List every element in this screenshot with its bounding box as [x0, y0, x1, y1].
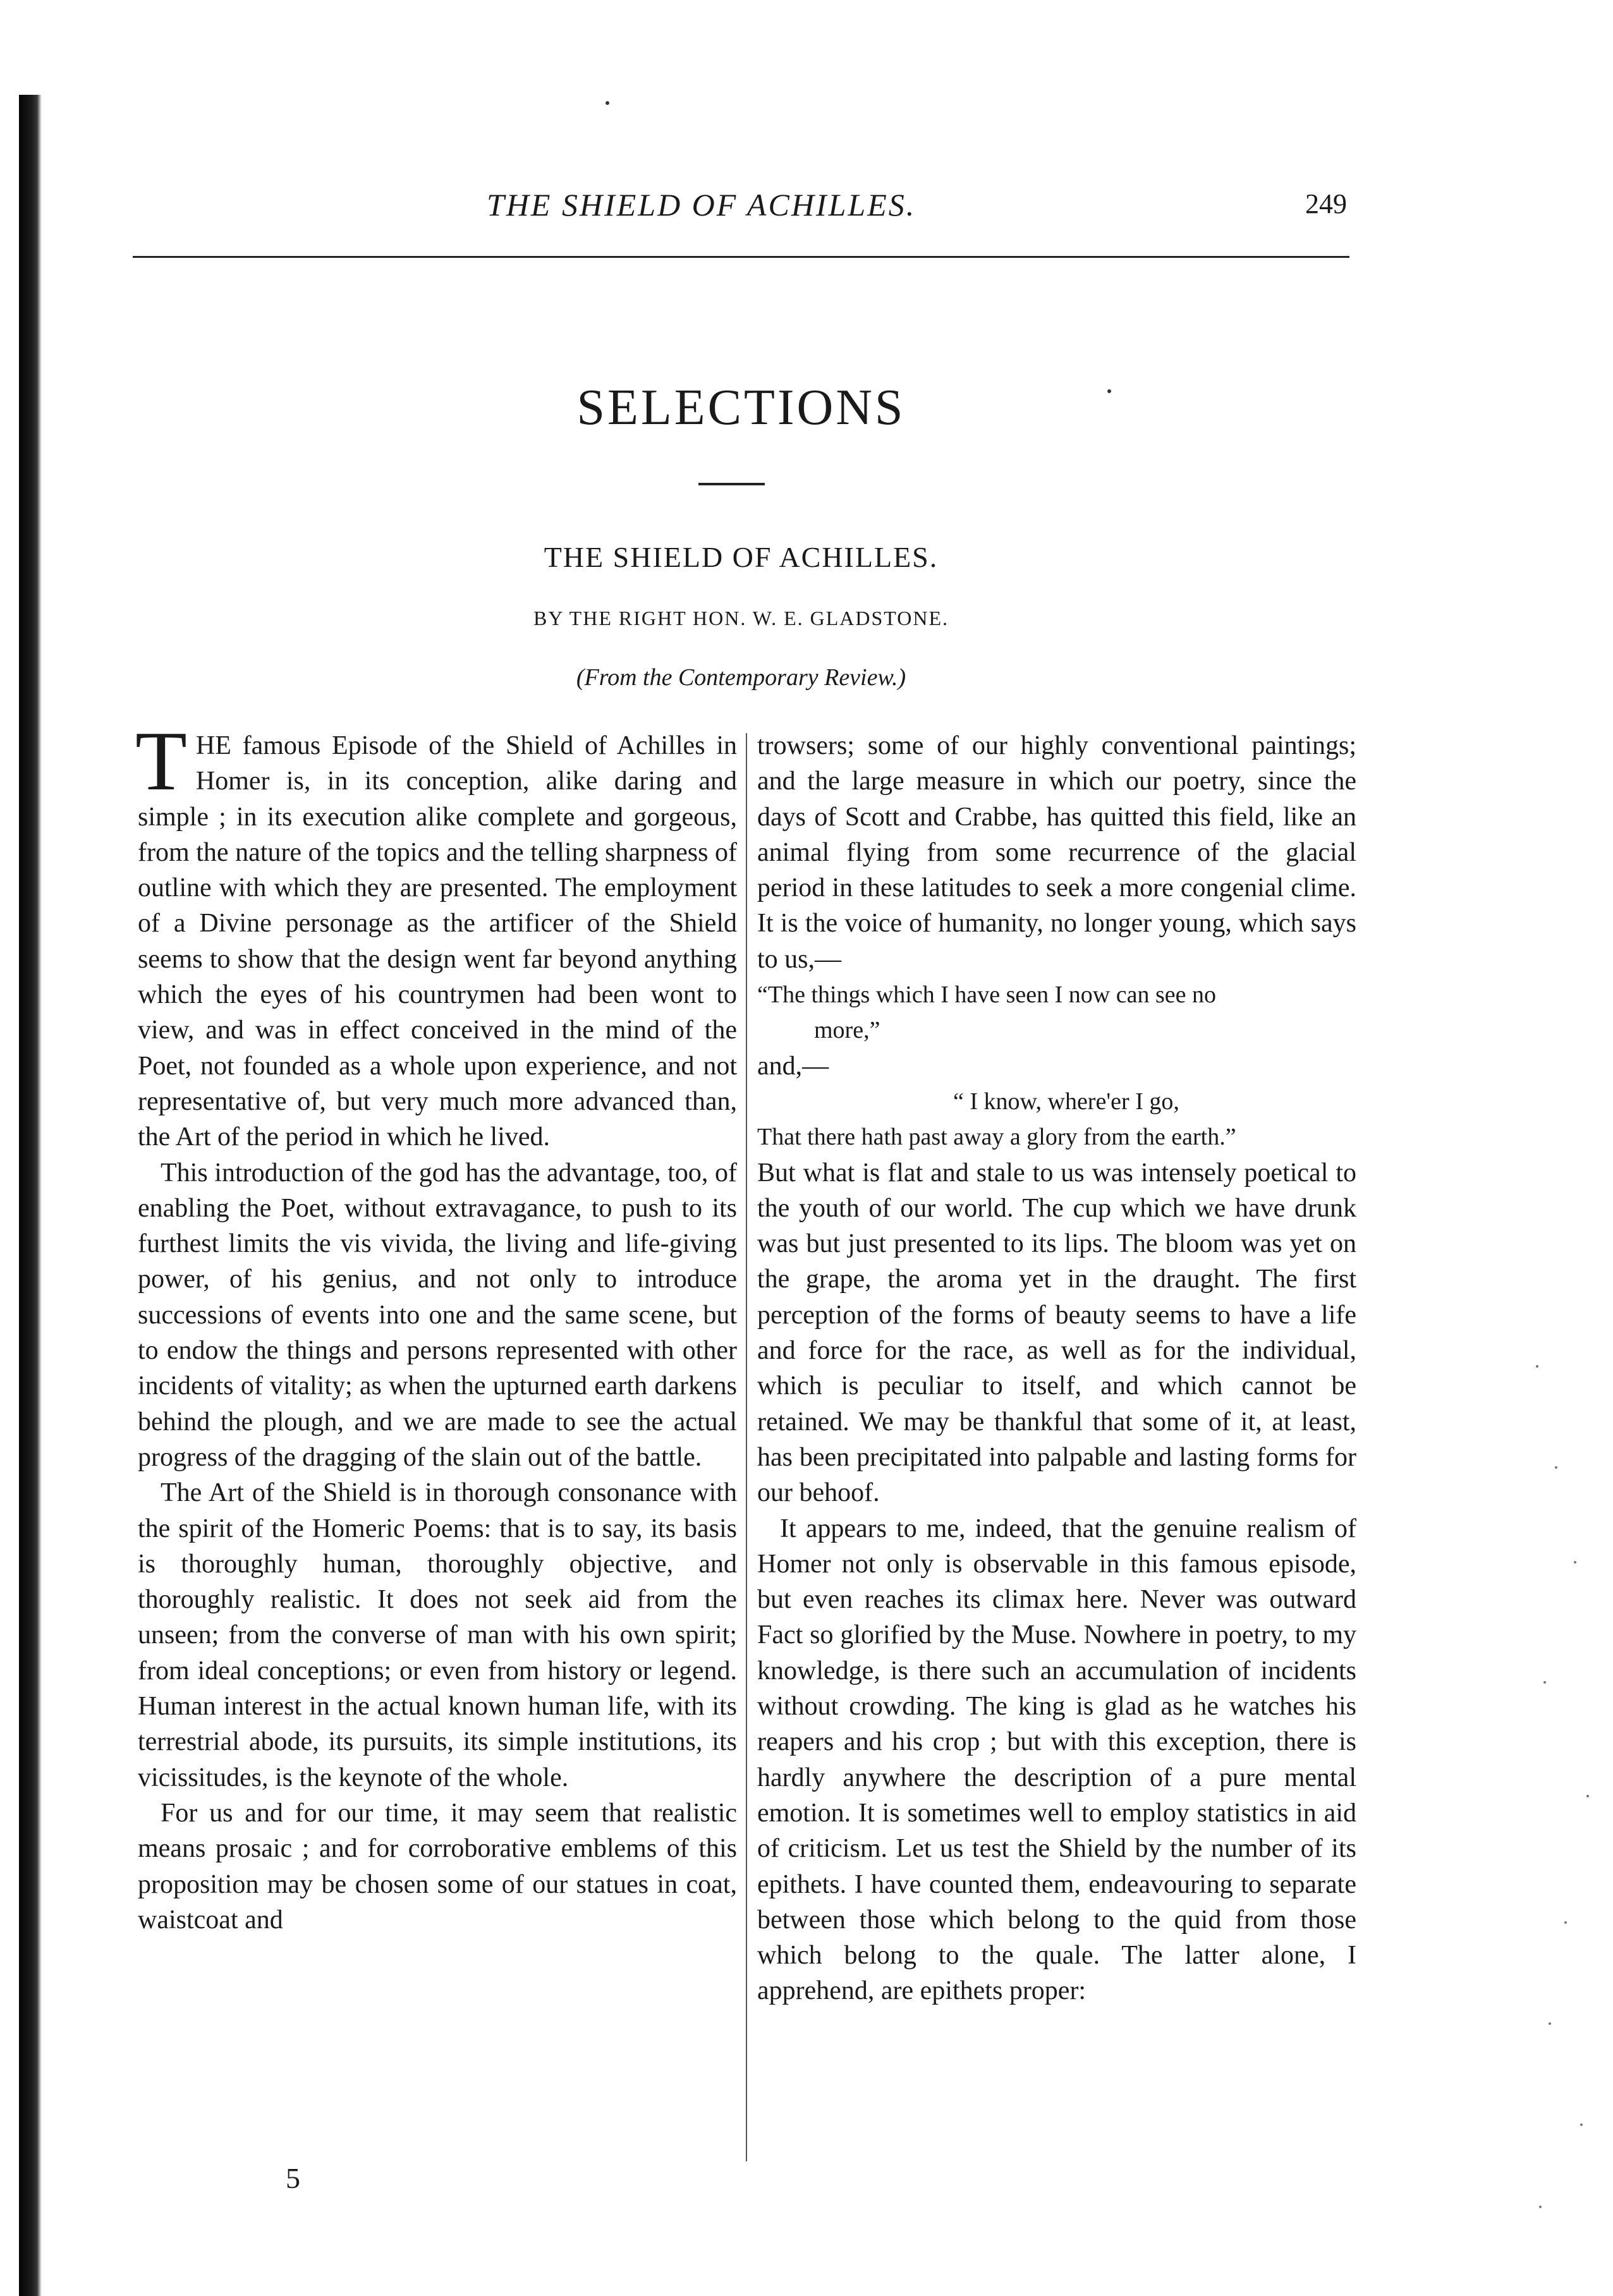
- paragraph: [135, 714, 737, 1155]
- connector-text: and,—: [757, 1051, 829, 1081]
- running-head-title: THE SHIELD OF ACHILLES.: [487, 187, 916, 222]
- paragraph: But what is flat and stale to us was intensely poetical to the youth of our world. The cup which we have drunk was but just presented to its lips. The bloom was yet on the grape, the aroma yet in the draught. The first perception of the forms of beauty seems to have a life and force for the race, as well as for the individual, which is peculiar to itself, and which cannot be retained. We may be thankful that some of it, at least, has been precipitated into palpable and lasting forms for our behoof.: [757, 1158, 1356, 1508]
- stray-ink-mark: [606, 101, 609, 105]
- header-rule: [133, 256, 1349, 258]
- article-source: (From the Contemporary Review.): [576, 664, 906, 691]
- quote-line: That there hath past away a glory from the earth.”: [757, 1124, 1236, 1151]
- page-number: 249: [1305, 188, 1347, 219]
- quote-line: more,”: [814, 1017, 880, 1044]
- paragraph: For us and for our time, it may seem that realistic means prosaic ; and for corroborative emblems of this proposition may be chosen some of our statues in coat, waistcoat and: [138, 1798, 737, 1935]
- title-divider: [698, 483, 765, 485]
- quote-line: “ I know, where'er I go,: [953, 1088, 1179, 1115]
- paragraph: The Art of the Shield is in thorough consonance with the spirit of the Homeric Poems: that is to say, its basis is thoroughly human, thoroughly objective, and thoroughly realistic. It does not seek aid from the unseen; from the converse of man with his own spirit; from ideal conceptions; or even from history or legend. Human interest in the actual known human life, with its terrestrial abode, its pursuits, its simple institutions, its vicissitudes, is the keynote of the whole.: [138, 1478, 737, 1792]
- article-byline: BY THE RIGHT HON. W. E. GLADSTONE.: [533, 607, 949, 629]
- running-head: [133, 186, 1348, 237]
- section-title: SELECTIONS: [576, 380, 906, 435]
- paragraph: It appears to me, indeed, that the genuine realism of Homer not only is observable in this famous episode, but even reaches its climax here. Never was outward Fact so glorified by the Muse. Nowhere in poetry, to my knowledge, is there such an accumulation of incidents without crowding. The king is glad as he watches his reapers and his crop ; but with this exception, there is hardly anywhere the description of a pure mental emotion. It is sometimes well to employ statistics in aid of criticism. Let us test the Shield by the number of its epithets. I have counted them, endeavouring to separate between those which belong to the quid from those which belong to the quale. The latter alone, I apprehend, are epithets proper:: [757, 1514, 1356, 2006]
- paragraph: This introduction of the god has the advantage, too, of enabling the Poet, without extravagance, to push to its furthest limits the vis vivida, the living and life-giving power, of his genius, and not only to introduce successions of events into one and the same scene, but to endow the things and persons represented with other incidents of vitality; as when the upturned earth darkens behind the plough, and we are made to see the actual progress of the dragging of the slain out of the battle.: [138, 1158, 737, 1472]
- article-title: THE SHIELD OF ACHILLES.: [544, 541, 939, 573]
- left-column: [135, 714, 737, 1938]
- scan-specks: [1530, 1352, 1599, 2275]
- right-column: [757, 728, 1356, 2009]
- quote-line: “The things which I have seen I now can see no: [757, 981, 1216, 1009]
- signature-mark: 5: [286, 2162, 300, 2194]
- column-rule: [746, 733, 747, 2161]
- paragraph: trowsers; some of our highly conventional paintings; and the large measure in which our poetry, since the days of Scott and Crabbe, has quitted this field, like an animal flying from some recurrence of the glacial period in these latitudes to seek a more congenial clime. It is the voice of humanity, no longer young, which says to us,—: [757, 731, 1356, 974]
- drop-cap: T: [135, 714, 187, 808]
- paragraph-text: HE famous Episode of the Shield of Achilles in Homer is, in its conception, alike daring and simple ; in its execution alike complete and gorgeous, from the nature of the topics and the telling sharpness of outline with which they are presented. The employment of a Divine personage as the artificer of the Shield seems to show that the design went far beyond anything which the eyes of his countrymen had been wont to view, and was in effect conceived in the mind of the Poet, not founded as a whole upon experience, and not representative of, but very much more advanced than, the Art of the period in which he lived.: [138, 731, 737, 1152]
